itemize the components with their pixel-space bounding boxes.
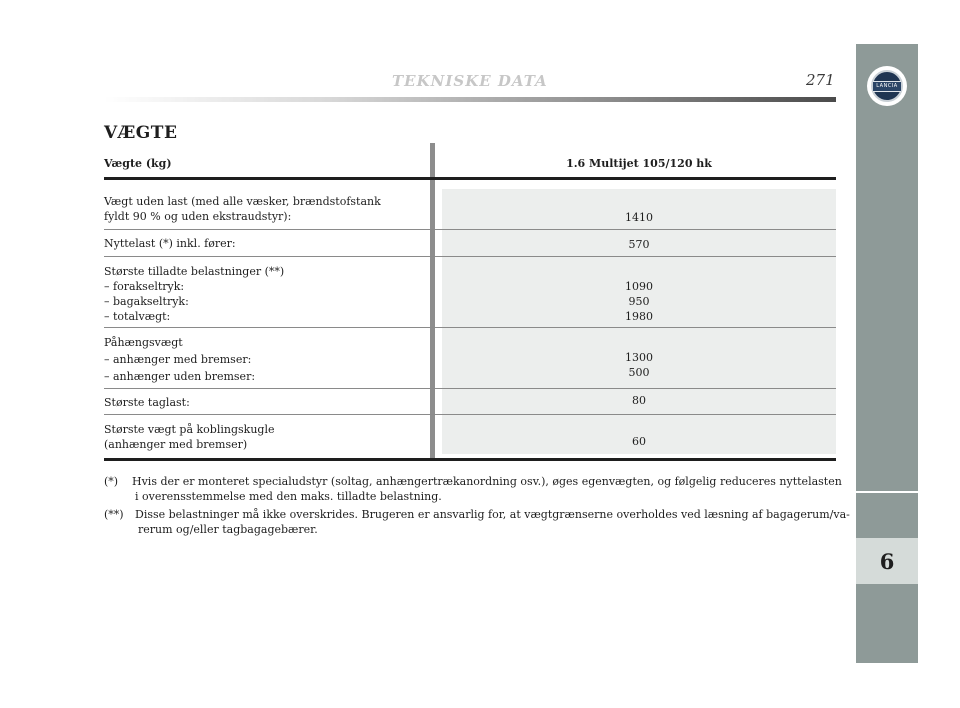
footnote-line: Disse belastninger må ikke overskrides. Brugeren er ansvarlig for, at vægtgrænserne overholdes ved læsning af bagagerum/va- (135, 508, 850, 521)
label-line: (anhænger med bremser) (104, 438, 248, 451)
chapter-tab-bar (856, 44, 918, 663)
footnote-mark: (**) (104, 508, 124, 521)
label-line: – bagakseltryk: (104, 295, 189, 308)
table-row-value (442, 350, 836, 380)
table-row-label (104, 236, 236, 251)
label-line: Største vægt på koblingskugle (104, 423, 275, 436)
label-line: – anhænger uden bremser: (104, 370, 256, 383)
label-line: Største taglast: (104, 396, 190, 409)
value-line: 570 (628, 238, 650, 251)
table-header-label: Vægte (kg) (104, 157, 172, 170)
table-row-value (442, 210, 836, 225)
lancia-logo-icon[interactable] (867, 66, 907, 106)
row-divider (104, 327, 836, 328)
table-bottom-rule (104, 458, 836, 461)
header-rule (104, 97, 836, 102)
table-row-value (442, 434, 836, 449)
table-row-label (104, 422, 274, 452)
label-line: fyldt 90 % og uden ekstraudstyr): (104, 210, 292, 223)
table-row-value (442, 279, 836, 324)
table-row-label (104, 194, 381, 224)
chapter-number-tab[interactable]: 6 (856, 538, 918, 584)
label-line: Påhængsvægt (104, 336, 183, 349)
table-row-value (442, 237, 836, 252)
label-line: – anhænger med bremser: (104, 353, 252, 366)
tab-divider (856, 491, 918, 493)
row-divider (104, 256, 836, 257)
page-number: 271 (806, 71, 835, 89)
value-line: 500 (628, 366, 650, 379)
footnote-line: i overensstemmelse med den maks. tilladte belastning. (135, 490, 442, 503)
value-line: 1410 (625, 211, 653, 224)
label-line: Vægt uden last (med alle væsker, brændstofstank (104, 195, 381, 208)
logo-text: LANCIA (873, 81, 901, 92)
value-line: 1300 (625, 351, 653, 364)
row-divider (104, 388, 836, 389)
label-line: Nyttelast (*) inkl. fører: (104, 237, 236, 250)
column-divider (430, 143, 435, 460)
running-header-title: TEKNISKE DATA (392, 72, 548, 90)
row-divider (104, 229, 836, 230)
table-row-value (442, 393, 836, 408)
table-row-label (104, 335, 255, 384)
value-line: 950 (628, 295, 650, 308)
table-row-label (104, 395, 190, 410)
footnote-line: Hvis der er monteret specialudstyr (soltag, anhængertrækanordning osv.), øges egenvægten, og følgelig reduceres nyttelasten (132, 475, 842, 488)
label-line: – totalvægt: (104, 310, 171, 323)
value-line: 1980 (625, 310, 653, 323)
footnote-mark: (*) (104, 475, 119, 488)
value-line: 1090 (625, 280, 653, 293)
footnote-2 (104, 507, 850, 537)
value-line: 60 (632, 435, 646, 448)
label-line: Største tilladte belastninger (**) (104, 265, 285, 278)
row-divider (104, 414, 836, 415)
label-line: – forakseltryk: (104, 280, 185, 293)
footnote-1 (104, 474, 842, 504)
table-header-engine: 1.6 Multijet 105/120 hk (566, 157, 712, 170)
section-title: VÆGTE (104, 123, 178, 143)
table-header-rule (104, 177, 836, 180)
table-row-label (104, 264, 284, 324)
value-line: 80 (632, 394, 646, 407)
footnote-line: rerum og/eller tagbagagebærer. (138, 523, 318, 536)
